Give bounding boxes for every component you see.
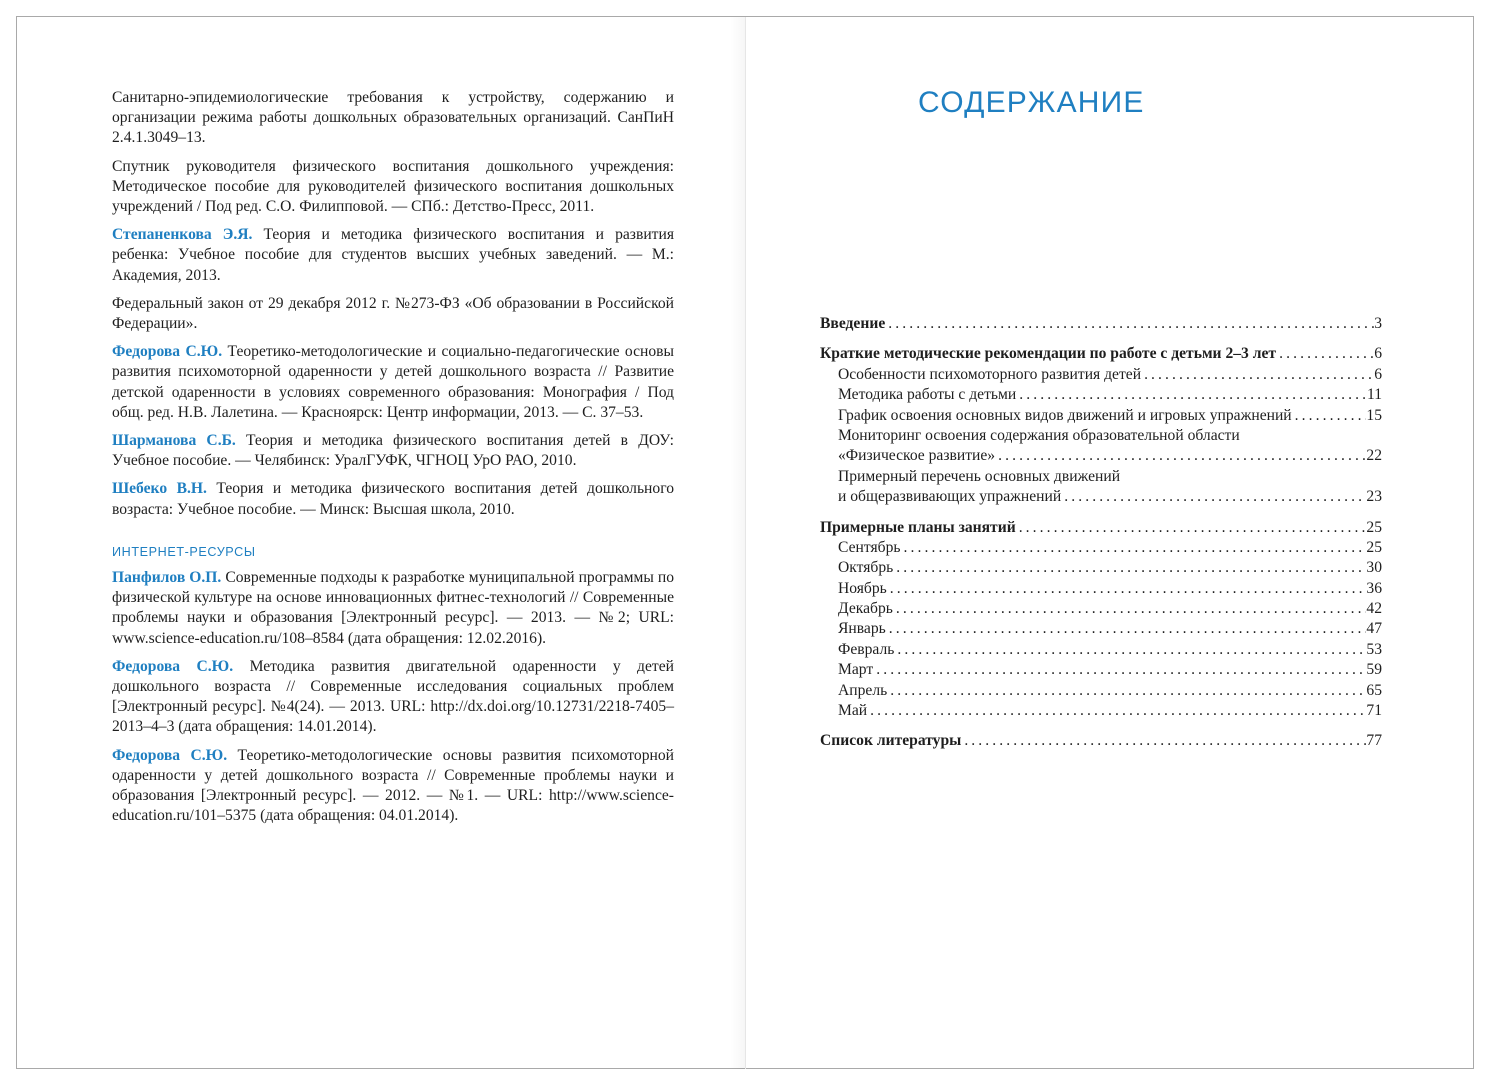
toc-leader-dots [887, 579, 1367, 599]
entry-text: Теория и методика физического воспитания детей в ДОУ: Учебное пособие. — Челябинск: УралГУФК, ЧГНОЦ УрО РАО, 2010. [112, 432, 674, 470]
toc-entry-label: Ноябрь [838, 579, 887, 597]
toc-entry-label: График освоения основных видов движений и игровых упражнений [838, 406, 1292, 424]
toc-entry-label: Февраль [838, 640, 895, 658]
toc-page-number: 22 [1366, 447, 1382, 465]
toc-leader-dots [893, 558, 1366, 578]
toc-page-number: 65 [1366, 681, 1382, 699]
toc-entry[interactable] [820, 619, 1382, 639]
toc-entry[interactable] [820, 558, 1382, 578]
entry-author: Федорова С.Ю. [112, 746, 228, 764]
entry-author: Степаненкова Э.Я. [112, 226, 253, 244]
entry-text: Теоретико-методологические основы развития психомоторной одаренности у детей дошкольного возраста // Современные проблемы науки и образования [Электронный ресурс]. — 2012. — №1. — URL: http://www.science-education.ru/101–5375 (дата обращения: 04.01.2014). [112, 746, 674, 825]
toc-leader-dots [961, 731, 1366, 751]
toc-entry[interactable] [820, 365, 1382, 385]
bibliography-entry [112, 225, 674, 286]
toc-entry[interactable] [820, 406, 1382, 426]
toc-entry[interactable] [820, 599, 1382, 619]
toc-entry-label: Примерный перечень основных движений [838, 467, 1121, 485]
toc-page-number: 30 [1366, 559, 1382, 577]
toc-entry[interactable] [820, 538, 1382, 558]
bibliography-list [112, 88, 674, 520]
internet-resources-heading: ИНТЕРНЕТ-РЕСУРСЫ [112, 544, 256, 559]
entry-author: Панфилов О.П. [112, 569, 222, 587]
toc-entry-label: «Физическое развитие» [838, 447, 996, 465]
bibliography-entry [112, 746, 674, 827]
toc-entry[interactable] [820, 487, 1382, 507]
entry-text: Современные подходы к разработке муниципальной программы по физической культуре на основе инновационных фитнес-технологий // Современные проблемы науки и образования [Электронный ресурс]. — 2013. — №2; URL: www.science-education.ru/108–8584 (дата обращения: 12.02.2016). [112, 569, 674, 647]
toc-leader-dots [1276, 344, 1374, 364]
bibliography-entry [112, 431, 674, 471]
internet-resources-list [112, 568, 674, 826]
toc-entry[interactable] [820, 518, 1382, 538]
entry-text: Теория и методика физического воспитания детей дошкольного возраста: Учебное пособие. — Минск: Высшая школа, 2010. [112, 480, 674, 518]
toc-leader-dots [1292, 406, 1367, 426]
toc-leader-dots [885, 314, 1374, 334]
toc-leader-dots [867, 701, 1366, 721]
left-page-bibliography [112, 88, 674, 835]
toc-leader-dots [886, 619, 1367, 639]
entry-author: Федорова С.Ю. [112, 657, 234, 675]
toc-page-number: 36 [1366, 579, 1382, 597]
toc-entry-label: Апрель [838, 681, 888, 699]
toc-page-number: 25 [1366, 538, 1382, 556]
toc-entry-label: Методика работы с детьми [838, 386, 1017, 404]
toc-page-number: 15 [1366, 406, 1382, 424]
toc-entry-label: Март [838, 661, 874, 679]
toc-entry[interactable] [820, 446, 1382, 466]
toc-entry[interactable] [820, 385, 1382, 405]
toc-leader-dots [887, 681, 1366, 701]
entry-author: Федорова С.Ю. [112, 343, 223, 361]
toc-entry-label: Октябрь [838, 559, 894, 577]
entry-text: Спутник руководителя физического воспитания дошкольного учреждения: Методическое пособие для руководителей физического воспитания дошкольных учреждений / Под ред. С.О. Филипповой. — СПб.: Детство-Пресс, 2011. [112, 157, 674, 216]
page-fold [745, 17, 746, 1069]
entry-text: Теоретико-методологические и социально-педагогические основы развития психомоторной одаренности у детей дошкольного возраста // Развитие детской одаренности в условиях современного образования: Монография / Под общ. ред. Н.В. Лалетина. — Красноярск: Центр информации, 2013. — С. 37–53. [112, 343, 675, 421]
toc-entry[interactable] [820, 681, 1382, 701]
toc-entry-label: Сентябрь [838, 538, 901, 556]
bibliography-entry [112, 88, 674, 149]
toc-leader-dots [1141, 365, 1374, 385]
toc-leader-dots [1016, 385, 1367, 405]
toc-page-number: 77 [1366, 732, 1382, 750]
toc-leader-dots [893, 599, 1367, 619]
toc-entry-label: Список литературы [820, 732, 962, 750]
entry-text: Теория и методика физического воспитания и развития ребенка: Учебное пособие для студентов высших учебных заведений. — М.: Академия, 2013. [112, 226, 674, 284]
toc-page-number: 3 [1374, 315, 1382, 332]
toc-entry-label: Введение [820, 315, 886, 332]
toc-entry-label: Январь [838, 620, 886, 638]
entry-text: Федеральный закон от 29 декабря 2012 г. №273-ФЗ «Об образовании в Российской Федерации». [112, 294, 674, 333]
toc-leader-dots [873, 660, 1366, 680]
toc-entry[interactable] [820, 314, 1382, 334]
entry-text: Санитарно-эпидемиологические требования к устройству, содержанию и организации режима работы дошкольных образовательных организаций. СанПиН 2.4.1.3049–13. [112, 89, 674, 147]
toc-page-number: 42 [1366, 600, 1382, 618]
toc-entry-label: Май [838, 702, 868, 720]
toc-page-number: 11 [1366, 386, 1382, 404]
contents-title: СОДЕРЖАНИЕ [918, 86, 1145, 119]
page-fold-shadow [730, 17, 745, 1069]
toc-entry-label: Краткие методические рекомендации по работе с детьми 2–3 лет [820, 345, 1277, 363]
toc-entry-label: и общеразвивающих упражнений [838, 488, 1062, 506]
toc-page-number: 71 [1366, 702, 1382, 720]
toc-page-number: 6 [1374, 365, 1382, 383]
toc-entry-label: Примерные планы занятий [820, 518, 1016, 536]
toc-page-number: 53 [1366, 640, 1382, 658]
bibliography-entry [112, 568, 674, 649]
table-of-contents [820, 314, 1382, 752]
toc-entry-line [820, 426, 1382, 446]
bibliography-entry [112, 157, 674, 218]
toc-entry[interactable] [820, 731, 1382, 751]
entry-text: Методика развития двигательной одаренности у детей дошкольного возраста // Современные исследования социальных проблем [Электронный ресурс]. №4(24). — 2013. URL: http://dx.doi.org/10.12731/2218-7405–2013–4–3 (дата обращения: 14.01.2014). [112, 657, 674, 736]
toc-page-number: 47 [1366, 620, 1382, 638]
toc-leader-dots [995, 446, 1366, 466]
toc-page-number: 6 [1374, 345, 1382, 363]
entry-author: Шарманова С.Б. [112, 432, 236, 450]
toc-leader-dots [1061, 487, 1366, 507]
toc-leader-dots [1016, 518, 1367, 538]
bibliography-entry [112, 657, 674, 738]
bibliography-entry [112, 479, 674, 519]
toc-leader-dots [894, 640, 1366, 660]
toc-entry[interactable] [820, 660, 1382, 680]
toc-entry[interactable] [820, 640, 1382, 660]
bibliography-entry [112, 342, 674, 423]
toc-entry-label: Особенности психомоторного развития детей [838, 365, 1142, 383]
toc-page-number: 59 [1366, 661, 1382, 679]
toc-page-number: 23 [1366, 488, 1382, 506]
toc-page-number: 25 [1366, 518, 1382, 536]
entry-author: Шебеко В.Н. [112, 480, 207, 498]
toc-entry[interactable] [820, 344, 1382, 364]
toc-entry[interactable] [820, 579, 1382, 599]
bibliography-entry [112, 294, 674, 334]
toc-entry-label: Мониторинг освоения содержания образовательной области [838, 426, 1240, 444]
toc-entry[interactable] [820, 701, 1382, 721]
toc-entry-label: Декабрь [838, 600, 893, 618]
toc-leader-dots [900, 538, 1366, 558]
toc-entry-line [820, 467, 1382, 487]
